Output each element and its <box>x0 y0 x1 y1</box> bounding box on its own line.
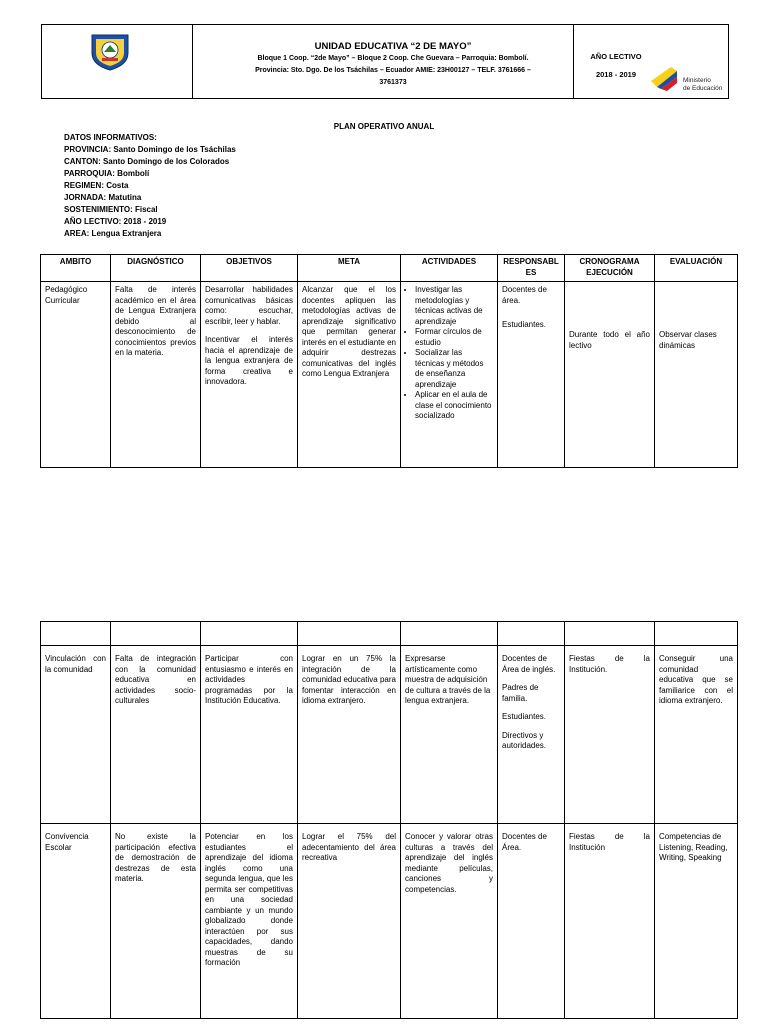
cell-meta: Lograr el 75% del adecentamiento del área recreativa <box>298 824 401 1019</box>
cell-evaluacion: Competencias de Listening, Reading, Writing, Speaking <box>655 824 738 1019</box>
responsable-1: Docentes de Área de inglés. <box>502 654 556 674</box>
address-line-3: 3761373 <box>379 79 407 86</box>
col-header-responsables: RESPONSABLES <box>498 255 565 282</box>
responsable-4: Directivos y autoridades. <box>502 730 547 750</box>
cell-objetivos <box>201 282 298 468</box>
col-header-meta: META <box>298 255 401 282</box>
letterhead <box>41 24 729 99</box>
ministry-flag-icon <box>649 61 679 91</box>
info-canton: CANTON: Santo Domingo de los Colorados <box>64 157 230 166</box>
table-row <box>41 282 738 468</box>
responsable-1: Docentes de área. <box>502 285 547 305</box>
info-regimen: REGIMEN: Costa <box>64 181 129 190</box>
cell-evaluacion: Conseguir una comunidad educativa que se familiarice con el idioma extranjero. <box>655 646 738 824</box>
cell-cronograma: Fiestas de la Institución <box>565 824 655 1019</box>
col-header-objetivos: OBJETIVOS <box>201 255 298 282</box>
objetivo-2: Incentivar el interés hacia el aprendizaje de la lengua extranjera de forma creativa e innovadora. <box>205 335 293 386</box>
ministry-line-1: Ministerio <box>683 77 711 84</box>
letterhead-center <box>213 25 574 98</box>
list-item: • Aplicar en el aula de clase el conocimiento socializado <box>415 390 493 422</box>
cell-responsables <box>498 282 565 468</box>
objetivo-1: Desarrollar habilidades comunicativas básicas como: escuchar, escribir, leer y hablar. <box>205 285 293 326</box>
school-year-value: 2018 - 2019 <box>595 70 637 79</box>
cell-responsables <box>498 646 565 824</box>
table-header-row <box>41 255 738 282</box>
info-parroquia: PARROQUIA: Bombolí <box>64 169 150 178</box>
responsable-2: Estudiantes. <box>502 320 547 329</box>
ministry-line-2: de Educación <box>683 85 723 92</box>
col-header-evaluacion: EVALUACIÓN <box>655 255 738 282</box>
info-sostenimiento: SOSTENIMIENTO: Fiscal <box>64 205 158 214</box>
col-header-diagnostico: DIAGNÓSTICO <box>111 255 201 282</box>
address-line-1: Bloque 1 Coop. “2de Mayo” – Bloque 2 Coop. Che Guevara – Parroquia: Bombolí. <box>257 55 529 62</box>
list-item: • Socializar las técnicas y métodos de enseñanza aprendizaje <box>415 348 493 390</box>
plan-title: PLAN OPERATIVO ANUAL <box>333 122 435 131</box>
cell-actividades: Expresarse artísticamente como muestra de adquisición de cultura a través de la lengua extranjera. <box>401 646 498 824</box>
cell-ambito: Pedagógico Curricular <box>41 282 111 468</box>
info-anio: AÑO LECTIVO: 2018 - 2019 <box>64 217 167 226</box>
plan-table-2 <box>40 621 738 1019</box>
cell-diagnostico: No existe la participación efectiva de demostración de destrezas de esta materia. <box>111 824 201 1019</box>
school-crest-icon <box>89 31 131 71</box>
list-item: • Formar círculos de estudio <box>415 327 493 348</box>
ministry-label <box>683 77 722 93</box>
responsable-3: Estudiantes. <box>502 712 547 721</box>
cell-actividades <box>401 282 498 468</box>
col-header-ambito: AMBITO <box>41 255 111 282</box>
cell-evaluacion: Observar clases dinámicas <box>655 282 738 468</box>
table-row <box>41 824 738 1019</box>
info-heading: DATOS INFORMATIVOS: <box>64 133 157 142</box>
cell-meta: Alcanzar que el los docentes apliquen las metodologías activas de aprendizaje significativo que permitan generar interés en el estudiante en adquirir destrezas comunicativas del inglés como Lengua Extranjera <box>298 282 401 468</box>
school-name: UNIDAD EDUCATIVA “2 DE MAYO” <box>314 41 472 52</box>
cell-diagnostico: Falta de integración con la comunidad educativa en actividades socio-culturales <box>111 646 201 824</box>
table-row <box>41 646 738 824</box>
info-area: AREA: Lengua Extranjera <box>64 229 162 238</box>
cell-objetivos: Potenciar en los estudiantes el aprendizaje del idioma inglés como una segunda lengua, que les permita ser competitivas en una sociedad cambiante y un mundo globalizado donde interactúen por sus capacidades, dando muestras de su formación <box>201 824 298 1019</box>
col-header-cronograma: CRONOGRAMA EJECUCIÓN <box>565 255 655 282</box>
cell-ambito: Vinculación con la comunidad <box>41 646 111 824</box>
info-provincia: PROVINCIA: Santo Domingo de los Tsáchilas <box>64 145 236 154</box>
cell-cronograma: Fiestas de la Institución. <box>565 646 655 824</box>
responsable-2: Padres de familia. <box>502 683 539 703</box>
table-empty-header-row <box>41 622 738 646</box>
cell-responsables: Docentes de Área. <box>498 824 565 1019</box>
plan-table-1 <box>40 254 738 468</box>
list-item: • Investigar las metodologías y técnicas activas de aprendizaje <box>415 285 493 327</box>
info-jornada: JORNADA: Matutina <box>64 193 142 202</box>
logo-cell <box>42 25 193 98</box>
cell-cronograma: Durante todo el año lectivo <box>565 282 655 468</box>
datos-informativos <box>64 132 236 240</box>
cell-objetivos: Participar con entusiasmo e interés en actividades programadas por la Institución Educativa. <box>201 646 298 824</box>
col-header-actividades: ACTIVIDADES <box>401 255 498 282</box>
cell-diagnostico: Falta de interés académico en el área de Lengua Extranjera debido al desconocimiento de conocimientos previos en la materia. <box>111 282 201 468</box>
address-line-2: Provincia: Sto. Dgo. De los Tsáchilas – Ecuador AMIE: 23H00127 – TELF. 3761666 – <box>255 67 531 74</box>
school-year-label: AÑO LECTIVO <box>590 52 642 61</box>
cell-meta: Lograr en un 75% la integración de la comunidad educativa para fomentar interacción en idioma extranjero. <box>298 646 401 824</box>
cell-ambito: Convivencia Escolar <box>41 824 111 1019</box>
letterhead-right <box>573 25 728 98</box>
cell-actividades: Conocer y valorar otras culturas a través del aprendizaje del inglés mediante películas, canciones y competencias. <box>401 824 498 1019</box>
